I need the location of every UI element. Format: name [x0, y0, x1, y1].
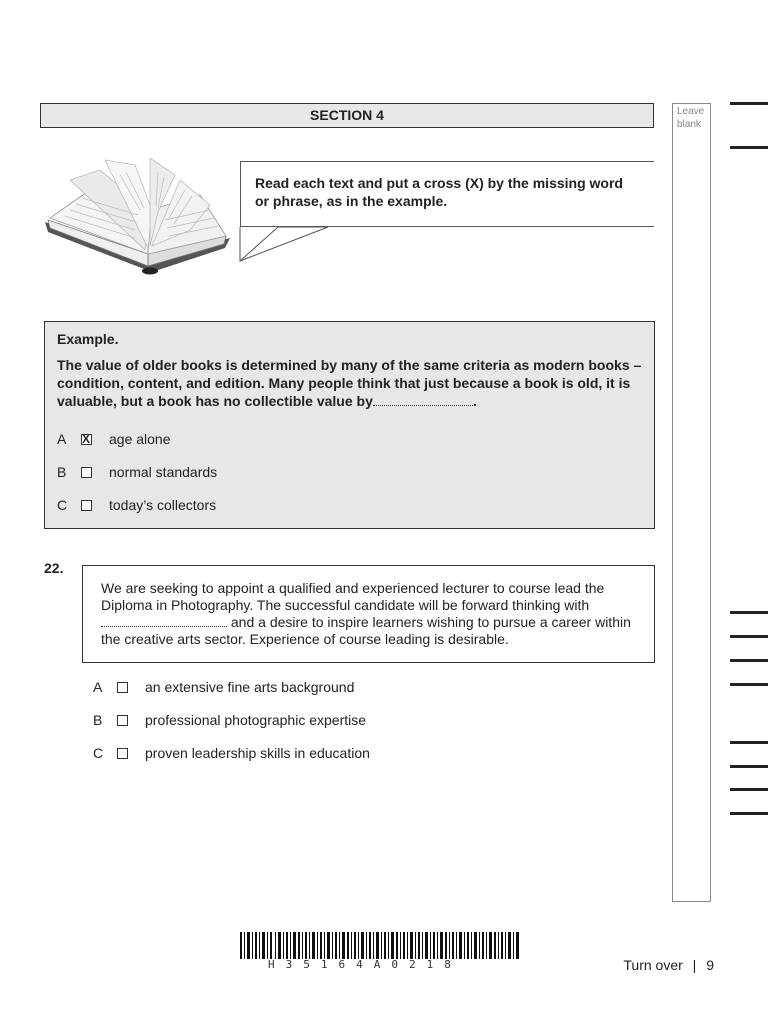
question-option-a[interactable] [93, 679, 354, 695]
margin-mark [730, 683, 768, 686]
question-option-b[interactable] [93, 712, 366, 728]
example-text: The value of older books is determined by many of the same criteria as modern books – condition, content, and edition. Many people think that just because a book is old, it is valuable, but a book has no collectible value by . [57, 357, 642, 409]
speech-tail [238, 225, 333, 265]
option-letter: A [93, 679, 103, 695]
page-number: 9 [706, 957, 714, 973]
option-text: today’s collectors [109, 497, 217, 513]
checkbox [81, 467, 92, 478]
answer-checkbox-a[interactable] [117, 682, 128, 693]
margin-mark [730, 102, 768, 105]
footer-divider: | [692, 957, 697, 973]
margin-mark [730, 146, 768, 149]
barcode-number: H35164A0218 [268, 958, 462, 971]
margin-mark [730, 611, 768, 614]
option-text: professional photographic expertise [145, 712, 367, 728]
question-option-c[interactable] [93, 745, 370, 761]
question-number: 22. [44, 560, 64, 576]
option-letter: B [93, 712, 103, 728]
option-text: normal standards [109, 464, 218, 480]
leave-blank-label-2: blank [677, 119, 701, 130]
margin-mark [730, 812, 768, 815]
margin-mark [730, 788, 768, 791]
example-option-b [57, 464, 217, 480]
answer-checkbox-b[interactable] [117, 715, 128, 726]
instruction-text: Read each text and put a cross (X) by the missing word or phrase, as in the example. [240, 161, 654, 227]
option-letter: C [57, 497, 68, 513]
leave-blank-column [672, 103, 711, 902]
barcode [240, 932, 520, 959]
example-option-a [57, 431, 171, 447]
open-book-icon [40, 150, 235, 285]
answer-gap [373, 393, 473, 406]
question-text: We are seeking to appoint a qualified and experienced lecturer to course lead the Diploma in Photography. The successful candidate will be forward thinking with and a desire to inspire learners wishing to pursue a career within the creative arts sector. Experience of course leading is desirable. [82, 565, 655, 663]
margin-mark [730, 765, 768, 768]
margin-mark [730, 741, 768, 744]
checkbox-crossed [81, 434, 92, 445]
option-letter: C [93, 745, 104, 761]
turn-over-text: Turn over [623, 957, 683, 973]
option-letter: B [57, 464, 67, 480]
example-title: Example. [57, 331, 119, 347]
margin-mark [730, 635, 768, 638]
margin-mark [730, 659, 768, 662]
checkbox [81, 500, 92, 511]
leave-blank-label-1: Leave [677, 106, 705, 117]
answer-checkbox-c[interactable] [117, 748, 128, 759]
option-text: proven leadership skills in education [145, 745, 370, 761]
answer-gap [101, 614, 227, 627]
example-option-c [57, 497, 216, 513]
option-text: age alone [109, 431, 171, 447]
footer [623, 957, 714, 973]
option-letter: A [57, 431, 67, 447]
section-title: SECTION 4 [40, 103, 654, 128]
option-text: an extensive fine arts background [145, 679, 355, 695]
